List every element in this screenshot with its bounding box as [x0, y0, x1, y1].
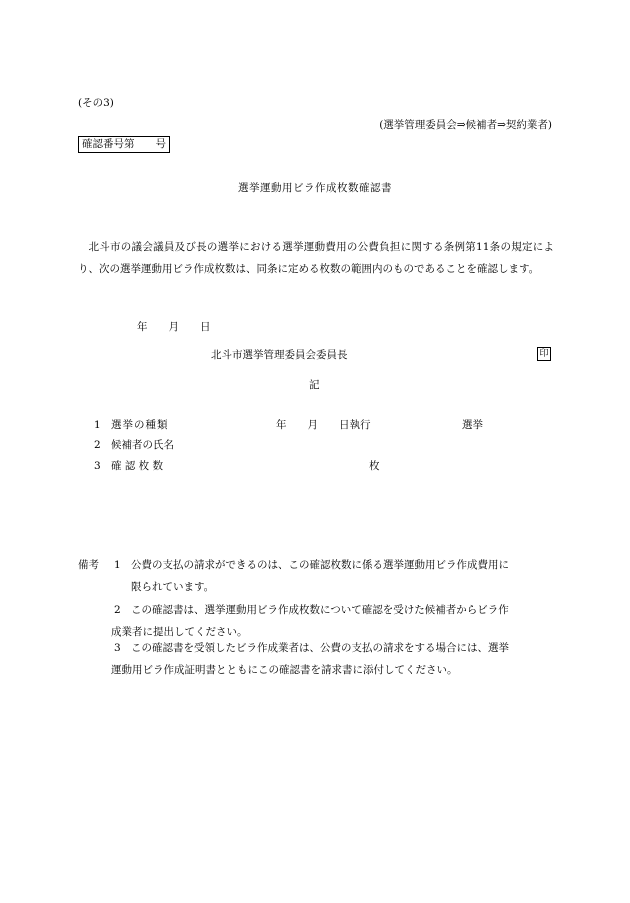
- seal-mark: 印: [537, 347, 551, 361]
- note-line: この確認書を受領したビラ作成業者は、公費の支払の請求をする場合には、選挙: [131, 642, 509, 654]
- date-line: 年 月 日: [137, 321, 211, 333]
- ki-mark: 記: [309, 379, 320, 391]
- note-number: 1: [114, 559, 121, 571]
- note-line: 運動用ビラ作成証明書とともにこの確認書を請求書に添付してください。: [111, 664, 458, 676]
- note-line: 成業者に提出してください。: [111, 626, 248, 638]
- item-label: 候補者の氏名: [111, 439, 174, 451]
- notes-heading: 備考: [78, 559, 99, 571]
- confirmation-number-box: 確認番号第 号: [78, 136, 170, 153]
- body-paragraph: 北斗市の議会議員及び長の選挙における選挙運動費用の公費負担に関する条例第11条の規定により、次の選挙運動用ビラ作成枚数は、同条に定める枚数の範囲内のものであることを確認します。: [78, 241, 554, 275]
- item-unit: 枚: [369, 460, 380, 472]
- item-suffix: 選挙: [462, 419, 483, 431]
- note-number: 2: [114, 604, 121, 616]
- issuer-name: 北斗市選挙管理委員会委員長: [211, 349, 348, 361]
- form-number: (その3): [78, 97, 114, 109]
- item-date: 年 月 日執行: [276, 419, 371, 431]
- item-label: 確 認 枚 数: [111, 460, 164, 472]
- item-number: 1: [94, 419, 101, 431]
- document-title: 選挙運動用ビラ作成枚数確認書: [238, 182, 392, 194]
- note-line: 公費の支払の請求ができるのは、この確認枚数に係る選挙運動用ビラ作成費用に: [131, 559, 509, 571]
- note-number: 3: [114, 642, 121, 654]
- routing-note: (選挙管理委員会⇒候補者⇒契約業者): [379, 119, 552, 131]
- item-number: 2: [94, 439, 101, 451]
- item-label: 選挙の種類: [111, 419, 169, 431]
- item-number: 3: [94, 460, 101, 472]
- note-line: この確認書は、選挙運動用ビラ作成枚数について確認を受けた候補者からビラ作: [131, 604, 509, 616]
- note-line: 限られています。: [131, 581, 215, 593]
